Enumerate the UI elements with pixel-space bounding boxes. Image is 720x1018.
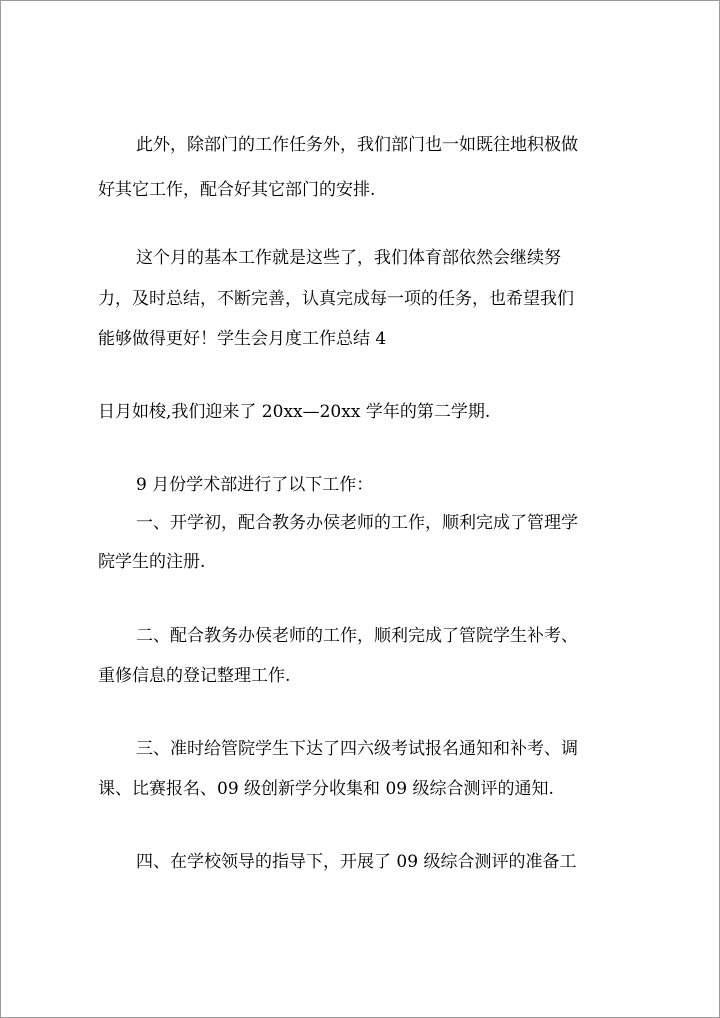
paragraph-3-line-1: 日月如梭,我们迎来了 20xx—20xx 学年的第二学期.	[98, 402, 491, 422]
paragraph-6-line-1: 二、配合教务办侯老师的工作，顺利完成了管院学生补考、	[136, 626, 578, 646]
paragraph-8-line-1: 四、在学校领导的指导下，开展了 09 级综合测评的准备工	[136, 852, 577, 872]
paragraph-2-line-3: 能够做得更好！学生会月度工作总结 4	[98, 329, 387, 349]
paragraph-2-line-2: 力，及时总结，不断完善，认真完成每一项的任务，也希望我们	[98, 289, 574, 309]
paragraph-4-heading: 9 月份学术部进行了以下工作：	[136, 475, 374, 495]
paragraph-6-line-2: 重修信息的登记整理工作.	[98, 666, 291, 686]
paragraph-1-line-1: 此外，除部门的工作任务外，我们部门也一如既往地积极做	[136, 135, 578, 155]
paragraph-5-line-1: 一、开学初，配合教务办侯老师的工作，顺利完成了管理学	[136, 513, 578, 533]
paragraph-1-line-2: 好其它工作，配合好其它部门的安排.	[98, 180, 376, 200]
paragraph-7-line-1: 三、准时给管院学生下达了四六级考试报名通知和补考、调	[136, 739, 578, 759]
paragraph-5-line-2: 院学生的注册.	[98, 552, 206, 572]
paragraph-2-line-1: 这个月的基本工作就是这些了，我们体育部依然会继续努	[136, 248, 561, 268]
paragraph-7-line-2: 课、比赛报名、09 级创新学分收集和 09 级综合测评的通知.	[98, 779, 554, 799]
